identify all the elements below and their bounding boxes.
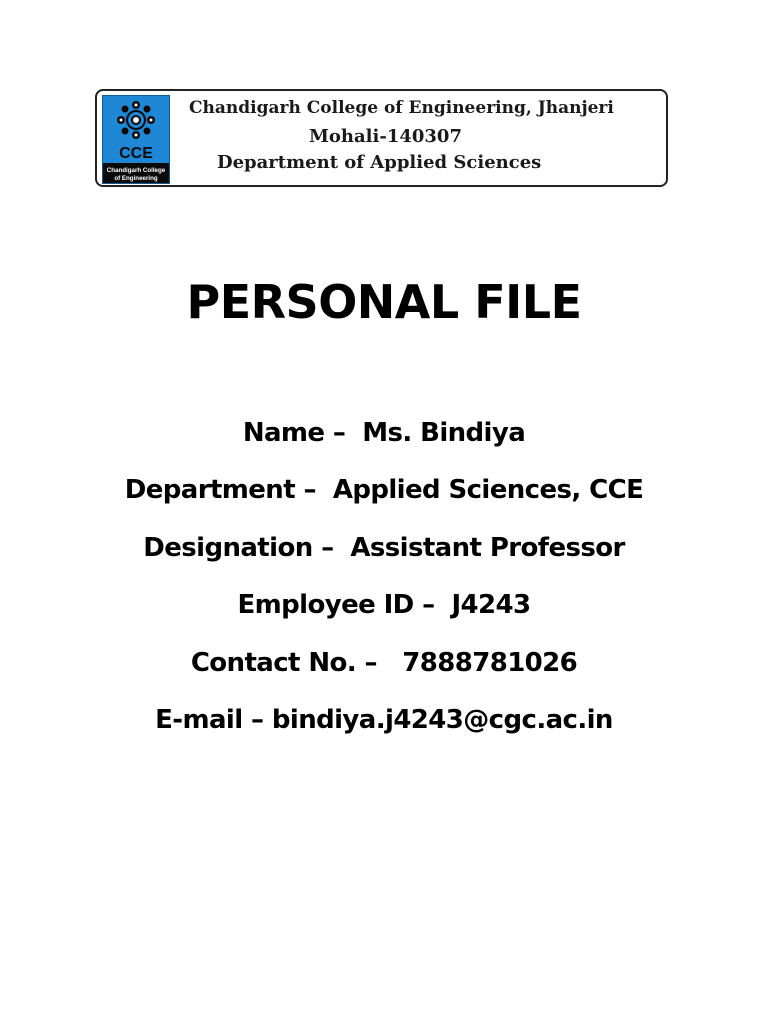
gear-cluster-logo-icon — [103, 96, 169, 183]
detail-value: 7888781026 — [402, 647, 578, 678]
details-list — [0, 414, 768, 758]
institution-header — [95, 89, 668, 187]
detail-row-department — [0, 471, 768, 528]
detail-label: Designation — [143, 532, 313, 563]
detail-row-contact — [0, 644, 768, 701]
detail-value: J4243 — [451, 590, 531, 621]
detail-label: Name — [242, 418, 325, 448]
department-name: Department of Applied Sciences — [217, 152, 542, 173]
detail-value: Ms. Bindiya — [362, 418, 526, 448]
detail-row-name — [0, 414, 768, 471]
logo-subtext-line2: of Engineering — [114, 175, 158, 182]
detail-separator: – — [242, 704, 272, 735]
detail-label: Employee ID — [237, 590, 414, 621]
detail-label: Contact No. — [190, 647, 357, 678]
detail-separator: – — [295, 475, 333, 506]
detail-separator: – — [312, 532, 351, 563]
detail-row-employee-id — [0, 586, 768, 643]
detail-value: bindiya.j4243@cgc.ac.in — [271, 704, 613, 735]
detail-value: Applied Sciences, CCE — [332, 475, 644, 506]
header-text-block — [177, 91, 665, 185]
detail-separator: – — [413, 590, 452, 621]
detail-row-email — [0, 701, 768, 758]
page-title: PERSONAL FILE — [186, 275, 582, 329]
college-name: Chandigarh College of Engineering, Jhanjeri — [189, 98, 614, 118]
detail-value: Assistant Professor — [350, 532, 625, 563]
logo-text: CCE — [119, 145, 153, 162]
detail-separator: – — [324, 418, 363, 448]
detail-label: Department — [124, 475, 296, 506]
detail-separator: – — [356, 647, 403, 678]
detail-row-designation — [0, 529, 768, 586]
detail-label: E-mail — [155, 704, 243, 735]
college-logo — [102, 95, 170, 184]
college-address: Mohali-140307 — [309, 126, 462, 147]
logo-subtext-line1: Chandigarh College — [106, 167, 166, 174]
